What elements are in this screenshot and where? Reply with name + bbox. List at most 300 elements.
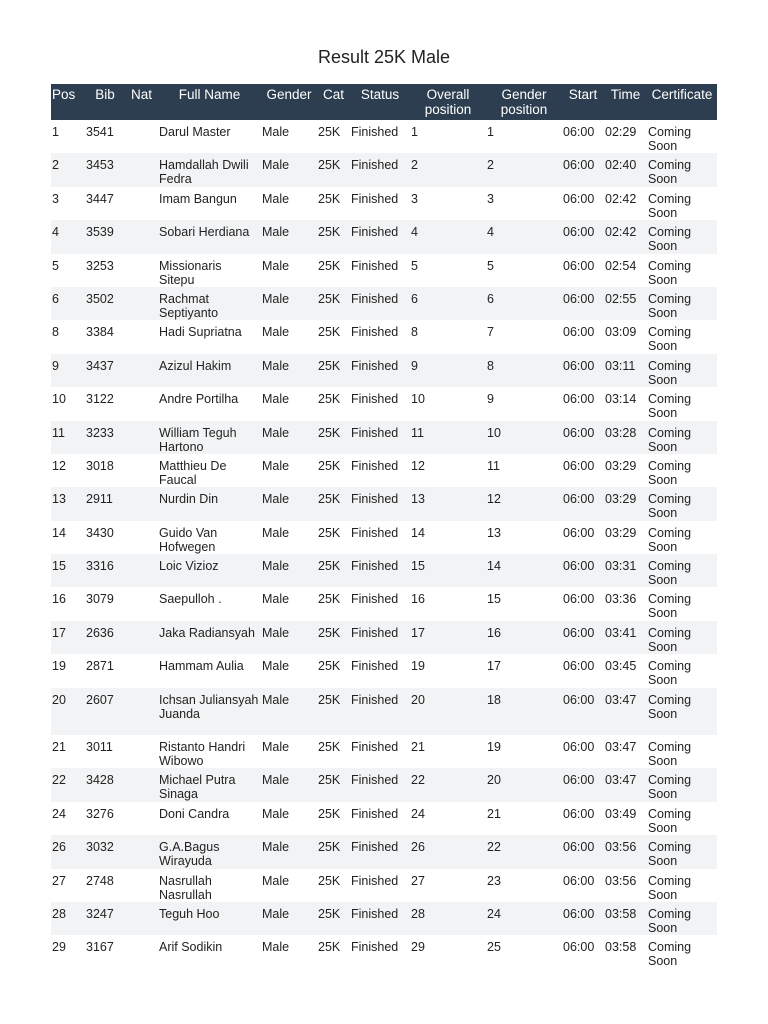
- gender-position-cell: 16: [486, 621, 562, 654]
- bib-cell: 3437: [85, 354, 125, 387]
- status-cell: Finished: [351, 191, 399, 206]
- pos-cell: 3: [52, 191, 59, 206]
- pos-cell: 5: [52, 258, 59, 273]
- bib-cell: 3541: [86, 125, 114, 139]
- time-cell: 03:47: [604, 688, 647, 735]
- name-cell: Saepulloh .: [159, 592, 222, 607]
- table-row: [51, 688, 717, 735]
- pos-cell: 20: [51, 688, 85, 735]
- status-cell: Finished: [350, 902, 410, 935]
- cat-cell: 25K: [318, 940, 341, 955]
- cat-cell: 25K: [317, 220, 350, 253]
- name-cell: Guido Van Hofwegen: [159, 525, 218, 554]
- col-cat-header[interactable]: Cat: [317, 84, 350, 120]
- table-row: [51, 187, 717, 220]
- bib-cell: 2911: [85, 487, 125, 520]
- certificate-cell[interactable]: Coming Soon: [647, 287, 717, 320]
- status-cell: Finished: [351, 592, 399, 607]
- cat-cell: 25K: [317, 487, 350, 520]
- cat-cell: 25K: [317, 287, 350, 320]
- pos-cell: 21: [52, 740, 66, 755]
- bib-cell: 3276: [86, 806, 114, 821]
- overall-position-cell: 5: [411, 258, 418, 273]
- certificate-cell[interactable]: Coming Soon: [647, 354, 717, 387]
- overall-position-cell: 17: [410, 621, 486, 654]
- certificate-cell[interactable]: Coming Soon: [648, 392, 692, 421]
- gender-cell: Male: [262, 659, 290, 674]
- cat-cell: 25K: [318, 525, 341, 540]
- time-cell: 03:45: [605, 659, 637, 674]
- cat-cell: 25K: [318, 873, 341, 888]
- gender-position-cell: 23: [487, 873, 501, 888]
- status-cell: Finished: [350, 768, 410, 801]
- certificate-cell[interactable]: Coming Soon: [647, 768, 717, 801]
- col-overall-position-header[interactable]: [410, 84, 486, 120]
- cat-cell: 25K: [317, 153, 350, 186]
- gender-cell: Male: [262, 592, 290, 607]
- gender-cell: Male: [261, 554, 317, 587]
- status-cell: Finished: [351, 806, 399, 821]
- bib-cell: 3539: [85, 220, 125, 253]
- gender-position-cell: 4: [486, 220, 562, 253]
- cat-cell: 25K: [317, 421, 350, 454]
- name-cell: Michael Putra Sinaga: [158, 768, 261, 801]
- nat-cell: [125, 935, 158, 968]
- start-cell: 06:00: [563, 659, 595, 674]
- nat-cell: [125, 554, 158, 587]
- name-cell: Azizul Hakim: [158, 354, 261, 387]
- start-cell: 06:00: [562, 688, 604, 735]
- overall-position-cell: 15: [410, 554, 486, 587]
- table-row: [51, 354, 717, 387]
- col-gender-position-header[interactable]: [486, 84, 562, 120]
- pos-cell: 10: [52, 392, 66, 407]
- table-row: [51, 902, 717, 935]
- name-cell: Sobari Herdiana: [158, 220, 261, 253]
- gender-cell: Male: [262, 191, 290, 206]
- cat-cell: 25K: [317, 554, 350, 587]
- nat-cell: [125, 487, 158, 520]
- nat-cell: [125, 869, 158, 902]
- name-cell: Loic Vizioz: [158, 554, 261, 587]
- gender-cell: Male: [261, 220, 317, 253]
- overall-position-cell: 29: [411, 940, 425, 955]
- time-cell: 03:56: [604, 835, 647, 868]
- certificate-cell[interactable]: Coming Soon: [648, 458, 692, 487]
- status-cell: Finished: [350, 487, 410, 520]
- bib-cell: 3122: [86, 392, 114, 407]
- time-cell: 03:31: [604, 554, 647, 587]
- overall-position-cell: 20: [410, 688, 486, 735]
- pos-cell: 11: [51, 421, 85, 454]
- gender-cell: Male: [261, 487, 317, 520]
- pos-cell: 8: [52, 325, 59, 340]
- certificate-cell[interactable]: Coming Soon: [647, 835, 717, 868]
- name-cell: Darul Master: [159, 125, 231, 139]
- overall-position-cell: 1: [411, 125, 418, 139]
- certificate-cell[interactable]: Coming Soon: [647, 902, 717, 935]
- time-cell: 03:11: [604, 354, 647, 387]
- gender-cell: Male: [262, 392, 290, 407]
- gender-cell: Male: [262, 325, 290, 340]
- name-cell: Matthieu De Faucal: [159, 458, 227, 487]
- start-cell: 06:00: [563, 392, 595, 407]
- table-header: [51, 84, 717, 120]
- table-body: [51, 120, 717, 969]
- start-cell: 06:00: [562, 421, 604, 454]
- name-cell: Ristanto Handri Wibowo: [159, 740, 246, 769]
- cat-cell: 25K: [318, 592, 341, 607]
- time-cell: 03:58: [604, 902, 647, 935]
- col-pos-header[interactable]: Pos: [51, 84, 85, 120]
- time-cell: 03:09: [605, 325, 637, 340]
- cat-cell: 25K: [317, 621, 350, 654]
- cat-cell: 25K: [318, 458, 341, 473]
- time-cell: 02:40: [604, 153, 647, 186]
- certificate-cell[interactable]: Coming Soon: [647, 153, 717, 186]
- name-cell: Rachmat Septiyanto: [158, 287, 261, 320]
- bib-cell: 3167: [86, 940, 114, 955]
- certificate-cell[interactable]: Coming Soon: [648, 592, 692, 621]
- header-line: position: [424, 102, 472, 117]
- bib-cell: 3011: [86, 740, 113, 755]
- certificate-cell[interactable]: Coming Soon: [648, 740, 692, 769]
- status-cell: Finished: [350, 688, 410, 735]
- nat-cell: [125, 421, 158, 454]
- overall-position-cell: 13: [410, 487, 486, 520]
- nat-cell: [125, 587, 158, 620]
- col-time-header[interactable]: Time: [604, 84, 647, 120]
- overall-position-cell: 14: [411, 525, 425, 540]
- table-row: [51, 835, 717, 868]
- gender-cell: Male: [262, 258, 290, 273]
- col-name-header[interactable]: Full Name: [158, 84, 261, 120]
- table-row: [51, 521, 717, 554]
- overall-position-cell: 26: [410, 835, 486, 868]
- certificate-cell[interactable]: Coming Soon: [648, 258, 692, 287]
- start-cell: 06:00: [562, 487, 604, 520]
- gender-cell: Male: [261, 902, 317, 935]
- gender-cell: Male: [261, 621, 317, 654]
- status-cell: Finished: [350, 421, 410, 454]
- nat-cell: [125, 153, 158, 186]
- nat-cell: [125, 287, 158, 320]
- table-row: [51, 554, 717, 587]
- nat-cell: [125, 735, 158, 768]
- certificate-cell[interactable]: Coming Soon: [648, 125, 692, 153]
- gender-position-cell: 19: [487, 740, 501, 755]
- col-certificate-header[interactable]: Certificate: [647, 84, 717, 120]
- table-row: [51, 287, 717, 320]
- time-cell: 02:42: [604, 220, 647, 253]
- gender-position-cell: 5: [487, 258, 494, 273]
- time-cell: 03:29: [605, 458, 637, 473]
- nat-cell: [125, 320, 158, 353]
- time-cell: 03:47: [604, 768, 647, 801]
- bib-cell: 2607: [85, 688, 125, 735]
- overall-position-cell: 24: [411, 806, 425, 821]
- gender-position-cell: 24: [486, 902, 562, 935]
- name-cell: Doni Candra: [159, 806, 230, 821]
- gender-position-cell: 18: [486, 688, 562, 735]
- gender-position-cell: 22: [486, 835, 562, 868]
- table-row: [51, 320, 717, 353]
- bib-cell: 3247: [85, 902, 125, 935]
- col-nat-header[interactable]: Nat: [125, 84, 158, 120]
- table-row: [51, 487, 717, 520]
- bib-cell: 3502: [85, 287, 125, 320]
- time-cell: 03:41: [604, 621, 647, 654]
- cat-cell: 25K: [318, 806, 341, 821]
- certificate-cell[interactable]: Coming Soon: [648, 940, 692, 969]
- status-cell: Finished: [350, 835, 410, 868]
- cat-cell: 25K: [317, 354, 350, 387]
- bib-cell: 2636: [85, 621, 125, 654]
- time-cell: 03:29: [604, 487, 647, 520]
- nat-cell: [125, 802, 158, 835]
- gender-cell: Male: [261, 287, 317, 320]
- table-row: [51, 654, 717, 687]
- col-status-header[interactable]: Status: [350, 84, 410, 120]
- nat-cell: [125, 521, 158, 554]
- name-cell: G.A.Bagus Wirayuda: [158, 835, 261, 868]
- overall-position-cell: 19: [411, 659, 425, 674]
- table-row: [51, 387, 717, 420]
- gender-cell: Male: [262, 940, 290, 955]
- status-cell: Finished: [351, 740, 399, 755]
- certificate-cell[interactable]: Coming Soon: [648, 873, 692, 902]
- cat-cell: 25K: [318, 125, 341, 139]
- start-cell: 06:00: [562, 768, 604, 801]
- bib-cell: 3253: [86, 258, 114, 273]
- certificate-cell[interactable]: Coming Soon: [648, 806, 692, 835]
- name-cell: Hadi Supriatna: [159, 325, 242, 340]
- start-cell: 06:00: [562, 220, 604, 253]
- pos-cell: 9: [51, 354, 85, 387]
- bib-cell: 3032: [85, 835, 125, 868]
- status-cell: Finished: [350, 354, 410, 387]
- certificate-cell[interactable]: Coming Soon: [648, 325, 692, 354]
- time-cell: 03:29: [605, 525, 637, 540]
- gender-position-cell: 7: [487, 325, 494, 340]
- pos-cell: 12: [52, 458, 66, 473]
- overall-position-cell: 8: [411, 325, 418, 340]
- status-cell: Finished: [351, 525, 399, 540]
- status-cell: Finished: [350, 153, 410, 186]
- nat-cell: [125, 454, 158, 487]
- table-row: [51, 220, 717, 253]
- bib-cell: 2748: [86, 873, 114, 888]
- name-cell: Arif Sodikin: [159, 940, 223, 955]
- status-cell: Finished: [351, 392, 399, 407]
- start-cell: 06:00: [563, 940, 595, 955]
- pos-cell: 4: [51, 220, 85, 253]
- gender-position-cell: 6: [486, 287, 562, 320]
- gender-position-cell: 11: [487, 458, 500, 473]
- nat-cell: [125, 654, 158, 687]
- certificate-cell[interactable]: Coming Soon: [647, 421, 717, 454]
- gender-cell: Male: [262, 873, 290, 888]
- gender-cell: Male: [262, 740, 290, 755]
- gender-cell: Male: [261, 688, 317, 735]
- time-cell: 03:36: [605, 592, 637, 607]
- nat-cell: [125, 187, 158, 220]
- certificate-cell[interactable]: Coming Soon: [648, 525, 692, 554]
- pos-cell: 29: [52, 940, 66, 955]
- name-cell: Hamdallah Dwili Fedra: [158, 153, 261, 186]
- overall-position-cell: 12: [411, 458, 425, 473]
- cat-cell: 25K: [317, 835, 350, 868]
- certificate-cell[interactable]: Coming Soon: [647, 487, 717, 520]
- certificate-cell[interactable]: Coming Soon: [648, 191, 692, 220]
- bib-cell: 3384: [86, 325, 114, 340]
- gender-cell: Male: [261, 421, 317, 454]
- time-cell: 03:47: [605, 740, 637, 755]
- gender-position-cell: 14: [486, 554, 562, 587]
- nat-cell: [125, 768, 158, 801]
- start-cell: 06:00: [562, 902, 604, 935]
- nat-cell: [125, 621, 158, 654]
- table-row: [51, 735, 717, 768]
- time-cell: 03:49: [605, 806, 637, 821]
- gender-position-cell: 12: [486, 487, 562, 520]
- start-cell: 06:00: [563, 806, 595, 821]
- gender-cell: Male: [261, 835, 317, 868]
- nat-cell: [125, 120, 158, 153]
- time-cell: 02:29: [605, 125, 637, 139]
- table-row: [51, 869, 717, 902]
- status-cell: Finished: [351, 659, 399, 674]
- table-row: [51, 802, 717, 835]
- time-cell: 03:28: [604, 421, 647, 454]
- gender-position-cell: 25: [487, 940, 501, 955]
- gender-position-cell: 21: [487, 806, 501, 821]
- status-cell: Finished: [350, 554, 410, 587]
- name-cell: William Teguh Hartono: [158, 421, 261, 454]
- table-row: [51, 935, 717, 968]
- name-cell: Nurdin Din: [158, 487, 261, 520]
- nat-cell: [125, 220, 158, 253]
- time-cell: 03:14: [605, 392, 637, 407]
- certificate-cell[interactable]: Coming Soon: [647, 621, 717, 654]
- pos-cell: 19: [52, 659, 66, 674]
- bib-cell: 2871: [86, 659, 114, 674]
- gender-position-cell: 17: [487, 659, 501, 674]
- certificate-cell[interactable]: Coming Soon: [647, 220, 717, 253]
- pos-cell: 17: [51, 621, 85, 654]
- pos-cell: 24: [52, 806, 66, 821]
- bib-cell: 3430: [86, 525, 114, 540]
- table-row: [51, 454, 717, 487]
- name-cell: Jaka Radiansyah: [158, 621, 261, 654]
- table-row: [51, 768, 717, 801]
- status-cell: Finished: [351, 125, 399, 139]
- gender-position-cell: 3: [487, 191, 494, 206]
- pos-cell: 15: [51, 554, 85, 587]
- overall-position-cell: 2: [410, 153, 486, 186]
- start-cell: 06:00: [562, 554, 604, 587]
- nat-cell: [125, 688, 158, 735]
- pos-cell: 27: [52, 873, 66, 888]
- table-row: [51, 621, 717, 654]
- cat-cell: 25K: [318, 392, 341, 407]
- col-bib-header[interactable]: Bib: [85, 84, 125, 120]
- start-cell: 06:00: [563, 325, 595, 340]
- time-cell: 02:42: [605, 191, 637, 206]
- overall-position-cell: 22: [410, 768, 486, 801]
- gender-cell: Male: [261, 153, 317, 186]
- pos-cell: 1: [52, 125, 59, 139]
- pos-cell: 28: [51, 902, 85, 935]
- time-cell: 02:55: [604, 287, 647, 320]
- start-cell: 06:00: [563, 458, 595, 473]
- col-start-header[interactable]: Start: [562, 84, 604, 120]
- start-cell: 06:00: [563, 525, 595, 540]
- time-cell: 03:58: [605, 940, 637, 955]
- overall-position-cell: 3: [411, 191, 418, 206]
- bib-cell: 3447: [86, 191, 114, 206]
- pos-cell: 13: [51, 487, 85, 520]
- start-cell: 06:00: [562, 287, 604, 320]
- nat-cell: [125, 354, 158, 387]
- results-table: [51, 84, 717, 969]
- start-cell: 06:00: [563, 873, 595, 888]
- gender-position-cell: 10: [486, 421, 562, 454]
- gender-position-cell: 13: [487, 525, 501, 540]
- overall-position-cell: 16: [411, 592, 425, 607]
- name-cell: Hammam Aulia: [159, 659, 244, 674]
- start-cell: 06:00: [563, 191, 595, 206]
- cat-cell: 25K: [318, 659, 341, 674]
- nat-cell: [125, 254, 158, 287]
- name-cell: Imam Bangun: [159, 191, 237, 206]
- gender-cell: Male: [262, 806, 290, 821]
- cat-cell: 25K: [317, 688, 350, 735]
- pos-cell: 26: [51, 835, 85, 868]
- header-line: Overall: [426, 87, 470, 102]
- overall-position-cell: 10: [411, 392, 425, 407]
- status-cell: Finished: [351, 258, 399, 273]
- status-cell: Finished: [351, 940, 399, 955]
- start-cell: 06:00: [563, 125, 595, 139]
- bib-cell: 3233: [85, 421, 125, 454]
- gender-position-cell: 8: [486, 354, 562, 387]
- start-cell: 06:00: [562, 621, 604, 654]
- nat-cell: [125, 902, 158, 935]
- gender-cell: Male: [261, 768, 317, 801]
- overall-position-cell: 6: [410, 287, 486, 320]
- col-gender-header[interactable]: Gender: [261, 84, 317, 120]
- certificate-cell[interactable]: Coming Soon: [648, 659, 692, 688]
- table-row: [51, 587, 717, 620]
- cat-cell: 25K: [317, 902, 350, 935]
- start-cell: 06:00: [562, 835, 604, 868]
- certificate-cell[interactable]: Coming Soon: [647, 554, 717, 587]
- header-line: Gender: [501, 87, 547, 102]
- gender-position-cell: 2: [486, 153, 562, 186]
- pos-cell: 14: [52, 525, 66, 540]
- certificate-cell[interactable]: Coming Soon: [647, 688, 717, 735]
- cat-cell: 25K: [318, 191, 341, 206]
- bib-cell: 3428: [85, 768, 125, 801]
- cat-cell: 25K: [318, 258, 341, 273]
- status-cell: Finished: [351, 873, 399, 888]
- gender-position-cell: 9: [487, 392, 494, 407]
- start-cell: 06:00: [562, 354, 604, 387]
- bib-cell: 3079: [86, 592, 114, 607]
- overall-position-cell: 11: [410, 421, 486, 454]
- cat-cell: 25K: [318, 740, 341, 755]
